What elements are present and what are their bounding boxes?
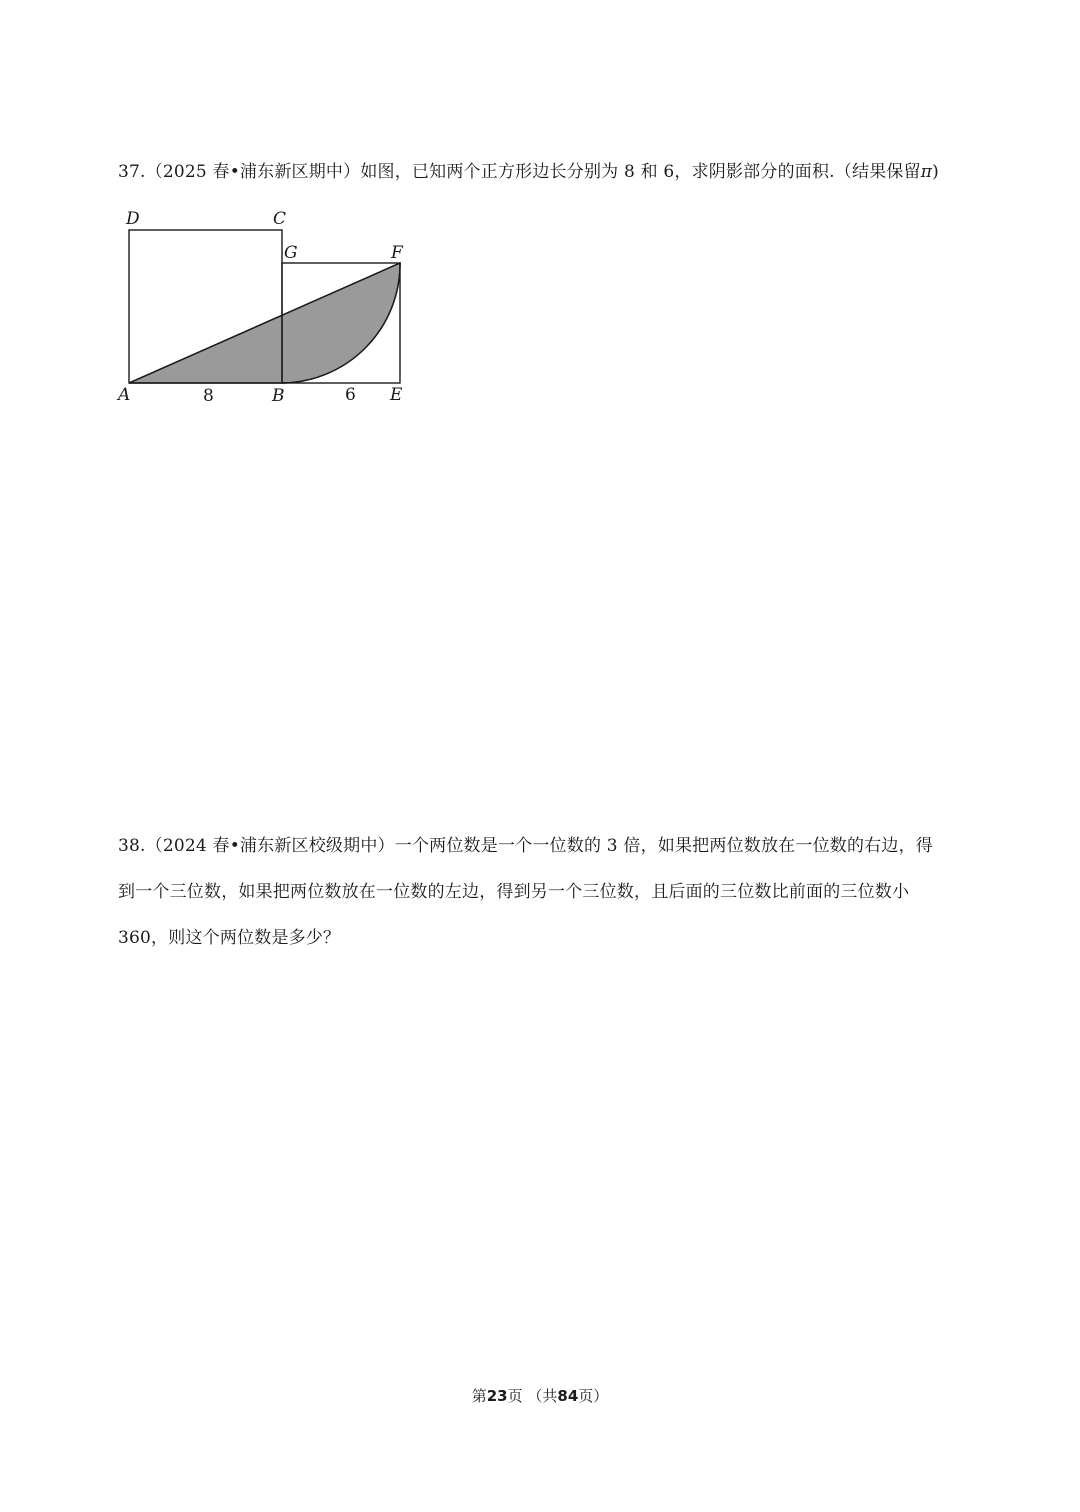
footer-suffix: 页）	[578, 1387, 609, 1405]
problem-37-number: 37.	[118, 162, 146, 182]
problem-38-source: （2024 春•浦东新区校级期中）	[145, 836, 395, 856]
footer-page-number: 23	[486, 1387, 508, 1405]
problem-37-source: （2025 春•浦东新区期中）	[145, 162, 361, 182]
geometry-figure	[112, 203, 412, 413]
problem-37-text	[118, 149, 968, 195]
footer-total-pages: 84	[557, 1387, 579, 1405]
problem-37-body: 如图，已知两个正方形边长分别为 8 和 6，求阴影部分的面积.（结果保留	[360, 162, 921, 182]
footer-middle: 页 （共	[507, 1387, 558, 1405]
geometry-figure-svg	[112, 203, 412, 413]
page-footer	[0, 1385, 1080, 1406]
label-B: B	[272, 386, 285, 406]
label-C: C	[273, 209, 287, 229]
label-side-8: 8	[203, 386, 214, 406]
label-A: A	[118, 385, 131, 405]
label-F: F	[391, 243, 403, 263]
problem-37	[118, 149, 968, 195]
footer-prefix: 第	[471, 1387, 487, 1405]
problem-38-line-1-text: 一个两位数是一个一位数的 3 倍，如果把两位数放在一位数的右边，得	[394, 836, 933, 856]
problem-38	[118, 823, 968, 961]
problem-38-number: 38.	[118, 836, 146, 856]
problem-38-line-2: 到一个三位数，如果把两位数放在一位数的左边，得到另一个三位数，且后面的三位数比前面的三位数小	[118, 882, 910, 902]
pi-symbol: π	[920, 162, 933, 182]
label-E: E	[390, 385, 403, 405]
label-G: G	[284, 243, 298, 263]
label-side-6: 6	[345, 385, 356, 405]
label-D: D	[126, 209, 140, 229]
problem-38-line-3: 360，则这个两位数是多少？	[118, 928, 341, 948]
problem-37-close: )	[932, 162, 940, 182]
problem-38-line-1	[118, 823, 968, 869]
